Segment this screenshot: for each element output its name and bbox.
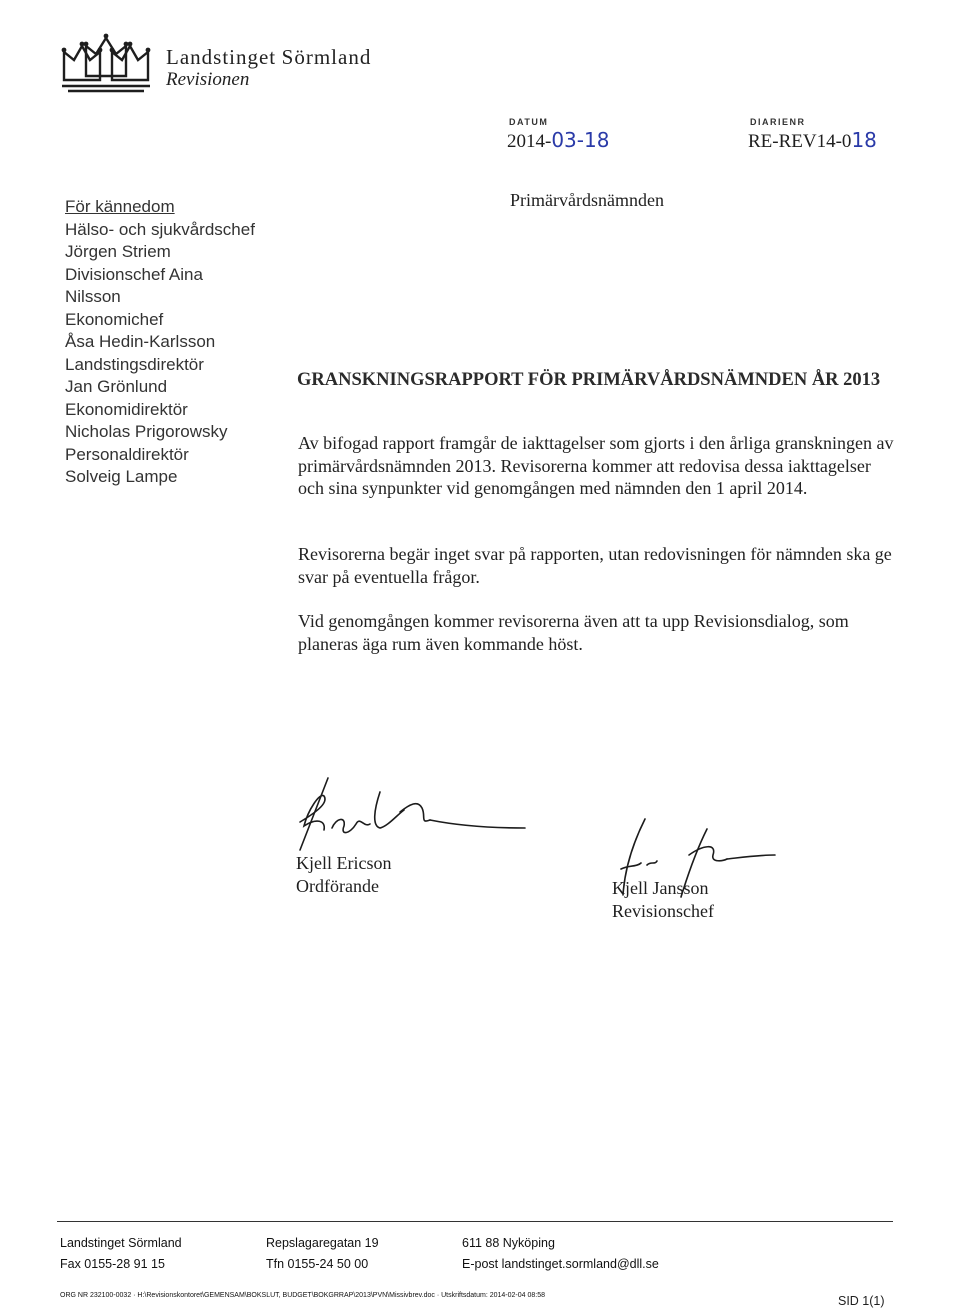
signatory-name: Kjell Ericson [296, 853, 392, 873]
footer-text: Landstinget Sörmland [60, 1236, 182, 1250]
recipient-line: Nilsson [65, 287, 121, 306]
footer-document-meta: ORG NR 232100-0032 · H:\Revisionskontoret\GEMENSAM\BOKSLUT, BUDGET\BOKGRRAP\2013\PVN\Missivbrev.doc · Utskriftsdatum: 2014-02-04 08:58 [60, 1292, 545, 1299]
registration-number-value [748, 128, 877, 153]
signatory-name: Kjell Jansson [612, 878, 709, 898]
recipient-line: Divisionschef Aina [65, 264, 203, 284]
organization-name [166, 45, 371, 70]
signature-1-block [296, 852, 391, 898]
document-title: GRANSKNINGSRAPPORT FÖR PRIMÄRVÅRDSNÄMNDEN ÅR 2013 [297, 370, 881, 390]
page-number: SID 1(1) [838, 1294, 885, 1308]
body-paragraph: Av bifogad rapport framgår de iakttagelser som gjorts i den årliga granskningen av primärvårdsnämnden 2013. Revisorerna kommer att redovisa dessa iakttagelser och sina synpunkter vid genomgången med nämnden den 1 april 2014. [298, 433, 894, 498]
footer-text: 611 88 Nyköping [462, 1236, 555, 1250]
footer-text: E-post landstinget.sormland@dll.se [462, 1257, 659, 1271]
registration-number-handwritten: 18 [851, 128, 877, 152]
signatory-role: Ordförande [296, 876, 379, 896]
recipient-line: Solveig Lampe [65, 467, 178, 486]
crown-logo-icon [60, 30, 152, 94]
footer-text: Repslagaregatan 19 [266, 1236, 379, 1250]
org-name-first: Landstinget [166, 45, 277, 69]
date-label: DATUM [509, 117, 549, 127]
registration-number-printed: RE-REV14-0 [748, 131, 852, 152]
footer-column-contact [462, 1233, 659, 1275]
org-name-second: Sörmland [281, 45, 372, 69]
footer-text: Fax 0155-28 91 15 [60, 1257, 165, 1271]
recipient-line: Ekonomidirektör [65, 399, 188, 419]
recipient-heading: För kännedom [65, 197, 175, 216]
date-printed: 2014- [507, 131, 552, 152]
body-paragraph: Vid genomgången kommer revisorerna även att ta upp Revisionsdialog, som planeras äga rum även kommande höst. [298, 611, 849, 654]
organization-department: Revisionen [166, 69, 250, 90]
recipient-line: Ekonomichef [65, 309, 164, 329]
recipient-list [65, 196, 295, 489]
recipient-line: Hälso- och sjukvårdschef [65, 219, 255, 239]
addressee: Primärvårdsnämnden [510, 190, 664, 210]
recipient-line: Nicholas Prigorowsky [65, 422, 228, 441]
footer-column-organization [60, 1233, 182, 1275]
recipient-line: Jan Grönlund [65, 377, 168, 396]
recipient-line: Åsa Hedin-Karlsson [65, 332, 216, 351]
date-value [507, 128, 609, 153]
registration-number-label: DIARIENR [750, 117, 806, 127]
signatory-role: Revisionschef [612, 901, 714, 921]
recipient-line: Jörgen Striem [65, 242, 171, 261]
recipient-line: Landstingsdirektör [65, 354, 204, 374]
date-handwritten: 03-18 [551, 128, 610, 152]
body-paragraph: Revisorerna begär inget svar på rapporten, utan redovisningen för nämnden ska ge svar på eventuella frågor. [298, 544, 892, 587]
signature-2-block [612, 877, 714, 923]
footer-text: Tfn 0155-24 50 00 [266, 1257, 369, 1271]
footer-column-address [266, 1233, 379, 1275]
recipient-line: Personaldirektör [65, 444, 189, 464]
footer-divider [57, 1221, 893, 1222]
